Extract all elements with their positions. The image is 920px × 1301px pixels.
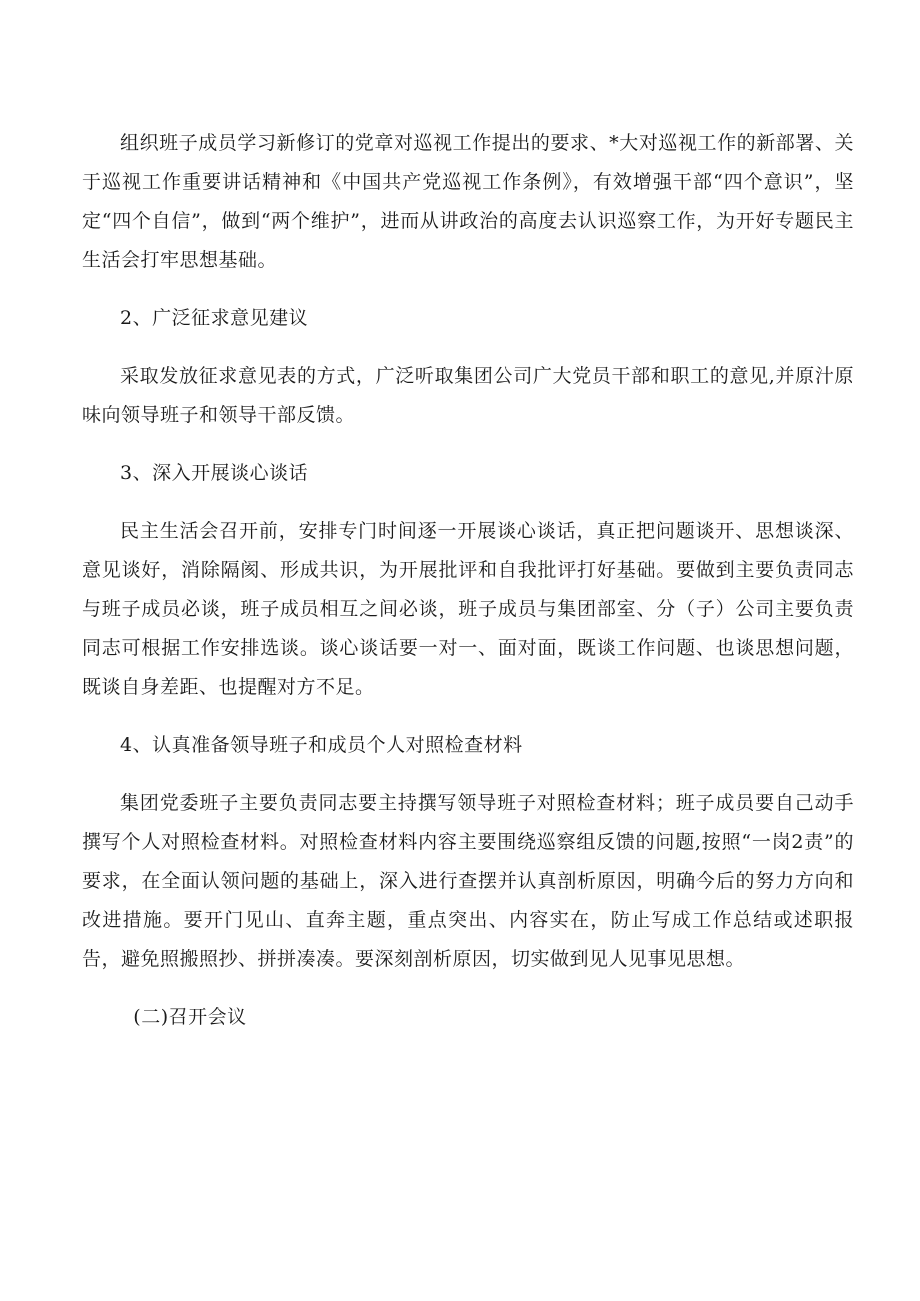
heading-hold-meeting: (二)召开会议 <box>133 1006 247 1028</box>
paragraph-solicit-opinions: 采取发放征求意见表的方式，广泛听取集团公司广大党员干部和职工的意见,并原汁原味向领导班子和领导干部反馈。 <box>82 365 854 426</box>
document-page <box>82 124 854 1037</box>
heading-review-materials: 4、认真准备领导班子和成员个人对照检查材料 <box>120 734 523 756</box>
paragraph-gap <box>82 493 854 512</box>
paragraph-gap <box>82 338 854 357</box>
paragraph-gap <box>82 435 854 454</box>
paragraph-gap <box>82 280 854 299</box>
paragraph-heart-to-heart-talks: 民主生活会召开前，安排专门时间逐一开展谈心谈话，真正把问题谈开、思想谈深、意见谈好，消除隔阂、形成共识，为开展批评和自我批评打好基础。要做到主要负责同志与班子成员必谈，班子成员相互之间必谈，班子成员与集团部室、分（子）公司主要负责同志可根据工作安排选谈。谈心谈话要一对一、面对面，既谈工作问题、也谈思想问题，既谈自身差距、也提醒对方不足。 <box>82 520 854 698</box>
heading-heart-to-heart-talks: 3、深入开展谈心谈话 <box>120 462 309 484</box>
paragraph-gap <box>82 765 854 784</box>
paragraph-review-materials: 集团党委班子主要负责同志要主持撰写领导班子对照检查材料；班子成员要自己动手撰写个人对照检查材料。对照检查材料内容主要围绕巡察组反馈的问题,按照“一岗2责”的要求，在全面认领问题的基础上，深入进行查摆并认真剖析原因，明确今后的努力方向和改进措施。要开门见山、直奔主题，重点突出、内容实在，防止写成工作总结或述职报告，避免照搬照抄、拼拼凑凑。要深刻剖析原因，切实做到见人见事见思想。 <box>82 792 854 970</box>
paragraph-gap <box>82 979 854 998</box>
paragraph-gap <box>82 707 854 726</box>
paragraph-study-requirements: 组织班子成员学习新修订的党章对巡视工作提出的要求、*大对巡视工作的新部署、关于巡视工作重要讲话精神和《中国共产党巡视工作条例》，有效增强干部“四个意识”，坚定“四个自信”，做到“两个维护”，进而从讲政治的高度去认识巡察工作，为开好专题民主生活会打牢思想基础。 <box>82 132 854 271</box>
heading-solicit-opinions: 2、广泛征求意见建议 <box>120 307 309 329</box>
